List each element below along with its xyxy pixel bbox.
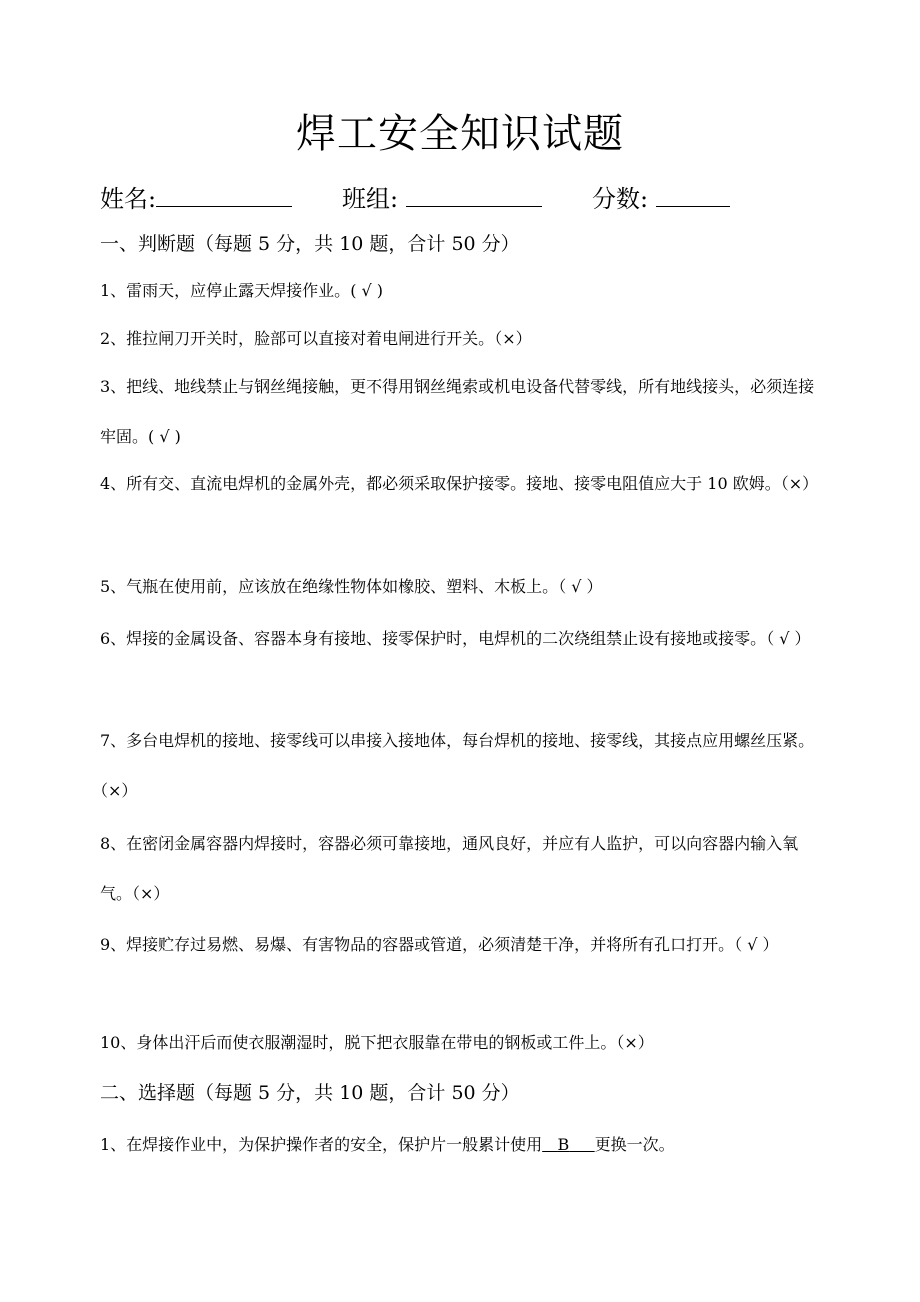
section-heading-true-false: 一、判断题（每题 5 分，共 10 题，合计 50 分） bbox=[100, 233, 520, 255]
question-item bbox=[100, 1018, 826, 1068]
student-info-row bbox=[100, 178, 840, 214]
page-title: 焊工安全知识试题 bbox=[296, 111, 624, 157]
question-text: 5、气瓶在使用前，应该放在绝缘性物体如橡胶、塑料、木板上。 bbox=[100, 577, 559, 596]
section-heading-multiple-choice: 二、选择题（每题 5 分，共 10 题，合计 50 分） bbox=[100, 1082, 520, 1104]
question-answer: B bbox=[557, 1135, 570, 1154]
name-label: 姓名: bbox=[100, 185, 157, 213]
question-answer: （ √ ） bbox=[558, 577, 603, 596]
score-field-group bbox=[592, 178, 730, 217]
question-answer: ( √ ) bbox=[350, 281, 384, 300]
score-label: 分数: bbox=[592, 185, 649, 213]
name-field-group bbox=[100, 178, 292, 217]
question-item bbox=[100, 562, 826, 612]
question-text: 7、多台电焊机的接地、接零线可以串接入接地体，每台焊机的接地、接零线，其接点应用螺丝压紧。 bbox=[100, 731, 815, 750]
group-field-group bbox=[342, 178, 542, 217]
question-item bbox=[100, 314, 826, 364]
question-item bbox=[100, 920, 826, 970]
question-item bbox=[100, 1120, 826, 1170]
question-answer: （×） bbox=[132, 884, 170, 903]
question-answer: （×） bbox=[494, 329, 532, 348]
question-item bbox=[100, 266, 826, 316]
question-text: 1、雷雨天，应停止露天焊接作业。 bbox=[100, 281, 351, 300]
question-text: 3、把线、地线禁止与钢丝绳接触，更不得用钢丝绳索或机电设备代替零线，所有地线接头，必须连接牢固。 bbox=[100, 377, 815, 446]
name-blank[interactable] bbox=[156, 178, 292, 207]
score-blank[interactable] bbox=[656, 178, 730, 207]
question-item bbox=[100, 459, 826, 509]
question-answer: （×） bbox=[100, 781, 138, 800]
question-text: 10、身体出汗后而使衣服潮湿时，脱下把衣服靠在带电的钢板或工件上。 bbox=[100, 1033, 617, 1052]
question-answer: （ √ ） bbox=[734, 935, 779, 954]
question-text: 1、在焊接作业中，为保护操作者的安全，保护片一般累计使用 bbox=[100, 1135, 543, 1154]
question-answer: （×） bbox=[780, 474, 819, 493]
question-text-after: 更换一次。 bbox=[594, 1135, 675, 1154]
question-item bbox=[100, 819, 826, 919]
question-text: 9、焊接贮存过易燃、易爆、有害物品的容器或管道，必须清楚干净，并将所有孔口打开。 bbox=[100, 935, 735, 954]
question-item bbox=[100, 614, 826, 664]
question-text: 6、焊接的金属设备、容器本身有接地、接零保护时，电焊机的二次绕组禁止设有接地或接零。 bbox=[100, 629, 767, 648]
question-item bbox=[100, 716, 826, 816]
answer-blank bbox=[542, 1135, 594, 1154]
question-answer: （×） bbox=[616, 1033, 654, 1052]
question-text: 4、所有交、直流电焊机的金属外壳，都必须采取保护接零。接地、接零电阻值应大于 10 欧姆。 bbox=[100, 474, 781, 493]
group-blank[interactable] bbox=[406, 178, 542, 207]
question-item bbox=[100, 362, 826, 462]
question-answer: ( √ ) bbox=[148, 427, 181, 446]
question-text: 2、推拉闸刀开关时，脸部可以直接对着电闸进行开关。 bbox=[100, 329, 495, 348]
question-text: 8、在密闭金属容器内焊接时，容器必须可靠接地，通风良好，并应有人监护，可以向容器内输入氧气。 bbox=[100, 834, 799, 903]
group-label: 班组: bbox=[342, 185, 399, 213]
question-answer: （ √ ） bbox=[766, 629, 811, 648]
